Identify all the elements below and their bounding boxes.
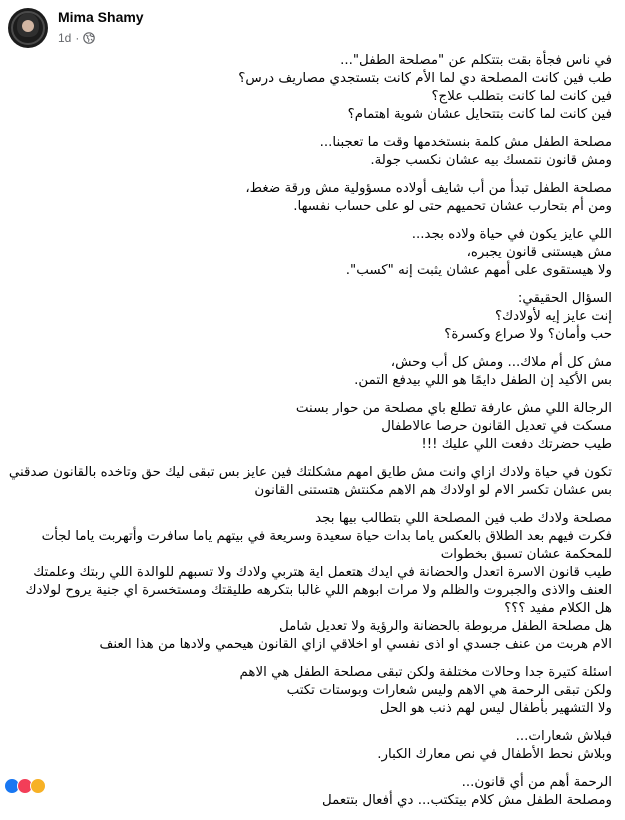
- post-text-line: اللي عايز يكون في حياة ولاده بجد...: [411, 227, 612, 242]
- post-text-line: فين كانت لما كانت بتطلب علاج؟: [431, 89, 612, 104]
- post-paragraph: [12, 400, 612, 454]
- post-text-line: مش كل أم ملاك... ومش كل أب وحش،: [390, 355, 612, 370]
- post-text-line: ومن أم بتحارب عشان تحميهم حتى لو على حساب نفسها.: [293, 199, 612, 214]
- post-text-line: اسئلة كتيرة جدا وحالات مختلفة ولكن تبقى مصلحة الطفل هي الاهم: [239, 665, 612, 680]
- post-text-line: الرجالة اللي مش عارفة تطلع باي مصلحة من حوار بسنت: [295, 401, 612, 416]
- post-paragraph: [12, 290, 612, 344]
- post-paragraph: [12, 226, 612, 280]
- post-paragraph: [12, 728, 612, 764]
- post-meta: [58, 30, 95, 46]
- globe-icon: [83, 32, 95, 44]
- post-paragraph: [12, 774, 612, 810]
- post-text-line: طيب قانون الاسرة اتعدل والحضانة في ايدك هتعمل اية هتربي ولادك ولا تسبهم للوالدة اللي ربتك وعلمتك: [33, 565, 612, 580]
- post-text-line: هل الكلام مفيد ؟؟؟: [504, 601, 612, 616]
- post-text-line: للمحكمة عشان تسبق بخطوات: [440, 547, 612, 562]
- post-text-line: مسكت في تعديل القانون حرصا عالاطفال: [381, 419, 612, 434]
- post-text-line: مصلحة ولادك طب فين المصلحة اللي بتطالب بيها بجد: [315, 511, 612, 526]
- post-time[interactable]: 1d: [58, 31, 72, 45]
- post-paragraph: [12, 354, 612, 390]
- post-text-line: ومصلحة الطفل مش كلام بيتكتب... دي أفعال بتتعمل: [321, 793, 612, 808]
- post-paragraph: [12, 52, 612, 124]
- post-text-line: العنف والاذى والجبروت والظلم ولا مرات ابوهم اللي غالبا بتكرهه طليقتك ومستخسرة اي جنية يروح لولادك: [25, 583, 612, 598]
- post-text-line: إنت عايز إيه لأولادك؟: [494, 309, 612, 324]
- post-text-line: بس عشان تكسر الام لو اولادك هم الاهم مكنتش هتستنى القانون: [254, 483, 612, 498]
- post-text-line: ولا التشهير بأطفال ليس لهم ذنب هو الحل: [379, 701, 612, 716]
- post-text-line: فكرت فيهم بعد الطلاق بالعكس ياما بدات حياة سعيدة وسريعة في بيتهم ياما سافرت وأتهربت ياما لجأت: [41, 529, 612, 544]
- post-paragraph: [12, 664, 612, 718]
- post-text-line: فبلاش شعارات...: [515, 729, 612, 744]
- post-text-line: مصلحة الطفل مش كلمة بنستخدمها وقت ما تعجبنا...: [319, 135, 612, 150]
- post-text-line: السؤال الحقيقي:: [517, 291, 612, 306]
- post-text-line: وبلاش نحط الأطفال في نص معارك الكبار.: [377, 747, 612, 762]
- post-text-line: طب فين كانت المصلحة دي لما الأم كانت بتستجدي مصاريف درس؟: [238, 71, 612, 86]
- post-text-line: حب وأمان؟ ولا صراع وكسرة؟: [444, 327, 612, 342]
- post-text-line: مش هيستنى قانون يجبره،: [466, 245, 612, 260]
- post-text-line: تكون في حياة ولادك ازاي وانت مش طايق امهم مشكلتك فين عايز بس تبقى ليك حق وتاخده بالقانون صدقني: [8, 465, 612, 480]
- post-text-line: طيب حضرتك دفعت اللي عليك !!!: [421, 437, 612, 452]
- reactions-summary[interactable]: [4, 778, 43, 794]
- post-text-line: فين كانت لما كانت بتتحايل عشان شوية اهتمام؟: [347, 107, 612, 122]
- post-text-line: هل مصلحة الطفل مربوطة بالحضانة والرؤية ولا تعديل شامل: [279, 619, 612, 634]
- post-text-line: الرحمة أهم من أي قانون...: [461, 775, 612, 790]
- post-header: [8, 8, 608, 48]
- post-text-line: ولا هيستقوى على أمهم عشان يثبت إنه "كسب".: [345, 263, 612, 278]
- meta-separator: ·: [75, 31, 80, 45]
- post-paragraph: [8, 464, 612, 500]
- post-text-line: مصلحة الطفل تبدأ من أب شايف أولاده مسؤولية مش ورقة ضغط،: [245, 181, 612, 196]
- post-text-line: ولكن تبقى الرحمة هي الاهم وليس شعارات وبوستات تكتب: [286, 683, 612, 698]
- care-icon: [30, 778, 46, 794]
- post-text-line: في ناس فجأة بقت بتتكلم عن "مصلحة الطفل"...: [340, 53, 612, 68]
- post-text-line: بس الأكيد إن الطفل دايمًا هو اللي بيدفع التمن.: [354, 373, 612, 388]
- author-name[interactable]: Mima Shamy: [58, 9, 144, 25]
- post-paragraph: [12, 134, 612, 170]
- post-text-line: الام هربت من عنف جسدي او اذى نفسي او اخلاقي ازاي القانون هيحمي ولادها من هذا العنف: [99, 637, 612, 652]
- post-paragraph: [12, 180, 612, 216]
- post-text-line: ومش قانون نتمسك بيه عشان نكسب جولة.: [370, 153, 612, 168]
- post-paragraph: [12, 510, 612, 654]
- avatar[interactable]: [8, 8, 48, 48]
- post-body: [8, 52, 612, 820]
